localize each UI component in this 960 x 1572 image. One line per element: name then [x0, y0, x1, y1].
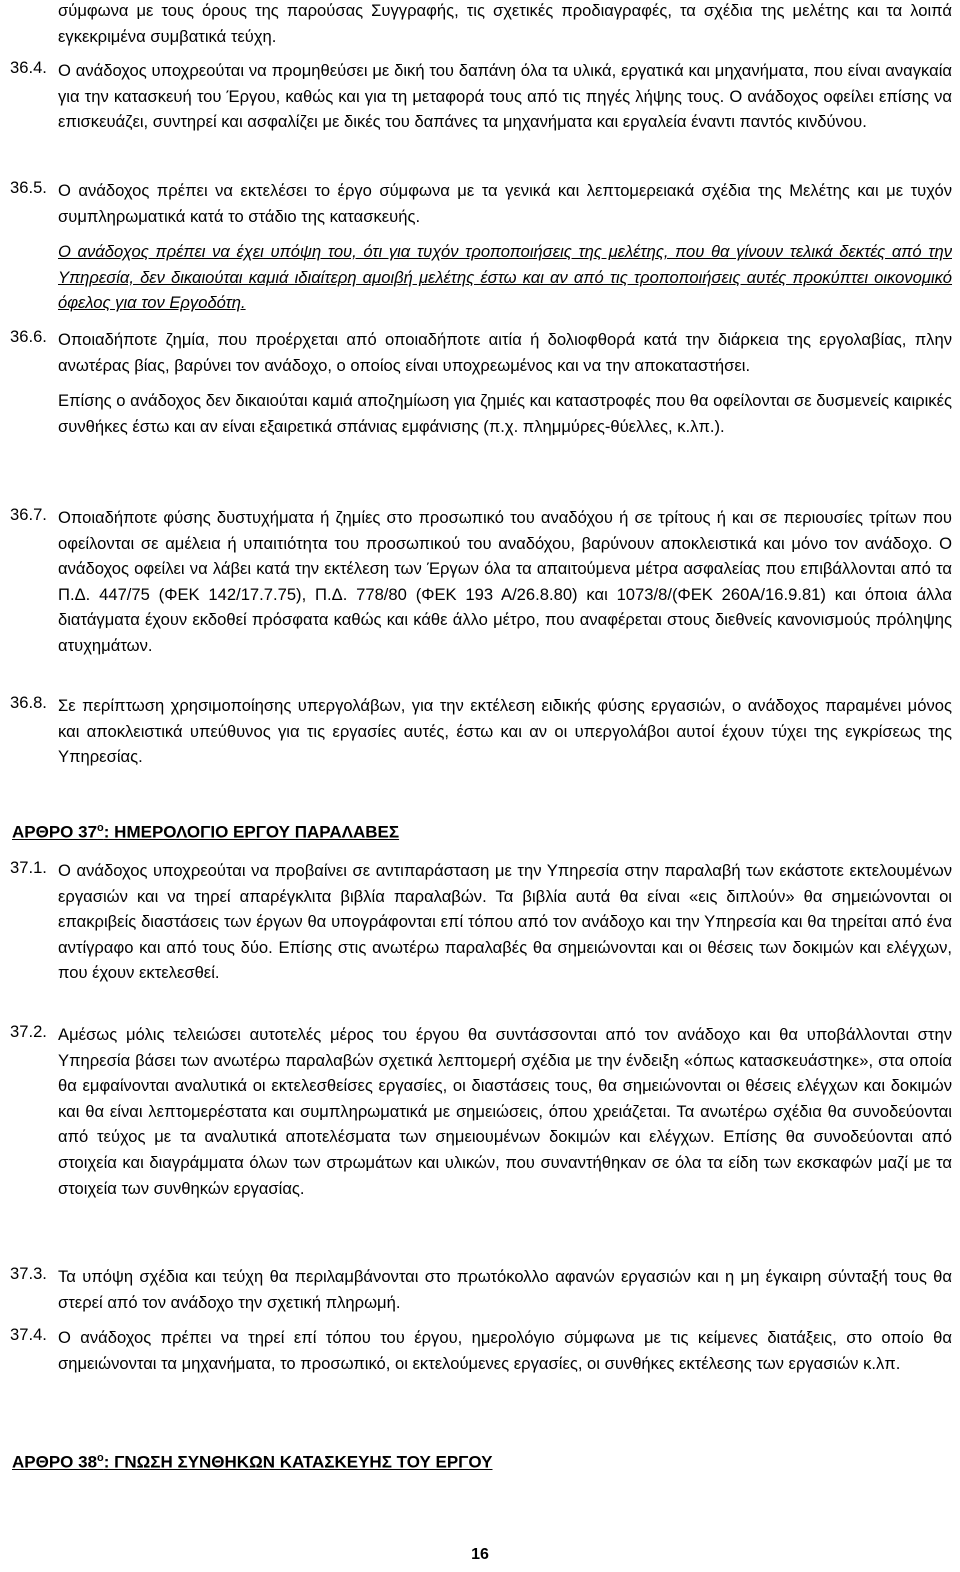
- clause-37-2: [10, 1022, 952, 1201]
- clause-number: 37.3.: [10, 1264, 47, 1283]
- clause-number: 36.4.: [10, 58, 47, 77]
- clause-37-3: [10, 1264, 952, 1315]
- article-37-prefix: ΑΡΘΡΟ 37: [12, 822, 98, 842]
- continuation-paragraph: σύμφωνα με τους όρους της παρούσας Συγγραφής, τις σχετικές προδιαγραφές, τα σχέδια της μελέτης και τα λοιπά εγκεκριμένα συμβατικά τεύχη.: [58, 1, 952, 46]
- clause-number: 37.4.: [10, 1325, 47, 1344]
- clause-number: 36.8.: [10, 693, 47, 712]
- article-37-heading: [12, 822, 399, 843]
- article-37-sup: ο: [97, 822, 104, 834]
- article-38-sup: ο: [97, 1452, 104, 1464]
- clause-text: Ο ανάδοχος υποχρεούται να προβαίνει σε αντιπαράσταση με την Υπηρεσία στην παραλαβή των εκάστοτε εκτελουμένων εργασιών και να τηρεί απαρέγκλιτα βιβλία παραλαβών. Τα βιβλία αυτά θα είναι «εις διπλούν» θα σημειώνονται οι επακριβείς διαστάσεις των έργων θα υπογράφονται επί τόπου από τον ανάδοχο και την Υπηρεσία και θα τηρείται από ένα αντίγραφο και από τους δύο. Επίσης στις ανωτέρω παραλαβές θα σημειώνονται και οι θέσεις των δοκιμών και ελέγχων, που έχουν εκτελεσθεί.: [58, 861, 952, 983]
- page-number: 16: [471, 1546, 489, 1563]
- clause-number: 36.6.: [10, 327, 47, 346]
- article-38-heading: [12, 1452, 493, 1473]
- clause-number: 37.2.: [10, 1022, 47, 1041]
- article-37-title: : ΗΜΕΡΟΛΟΓΙΟ ΕΡΓΟΥ ΠΑΡΑΛΑΒΕΣ: [103, 822, 400, 842]
- clause-text: Αμέσως μόλις τελειώσει αυτοτελές μέρος του έργου θα συντάσσονται από τον ανάδοχο και θα υποβάλλονται στην Υπηρεσία βάσει των ανωτέρω παραλαβών σχετικά λεπτομερή σχέδια με την ένδειξη «όπως κατασκευάστηκε», στα οποία θα εμφαίνονται αναλυτικά οι εκτελεσθείσες εργασίες, οι διαστάσεις τους, θα σημειώνονται οι θέσεις ελέγχων και δοκιμών και θα είναι λεπτομερέστατα και συμπληρωματικά με σημειώσεις, όπου χρειάζεται. Τα ανωτέρω σχέδια θα συνοδεύονται από τεύχος με τα αναλυτικά αποτελέσματα των σημειουμένων δοκιμών και ελέγχων. Επίσης θα συνοδεύονται από στοιχεία και διαγράμματα όλων των στρωμάτων και υλικών, που συναντήθηκαν σε όλα τα είδη των εκσκαφών μαζί με τα στοιχεία των συνθηκών εργασίας.: [58, 1025, 952, 1198]
- clause-text: Ο ανάδοχος πρέπει να εκτελέσει το έργο σύμφωνα με τα γενικά και λεπτομερειακά σχέδια της Μελέτης και με τυχόν συμπληρωματικά κατά το στάδιο της κατασκευής.: [58, 181, 952, 226]
- clause-36-8: [10, 693, 952, 770]
- article-38-prefix: ΑΡΘΡΟ 38: [12, 1452, 98, 1472]
- clause-text: Ο ανάδοχος πρέπει να τηρεί επί τόπου του έργου, ημερολόγιο σύμφωνα με τις κείμενες διατάξεις, στο οποίο θα σημειώνονται τα μηχανήματα, το προσωπικό, οι εκτελούμενες εργασίες, οι συνθήκες εκτέλεσης των εργασιών κ.λπ.: [58, 1328, 952, 1373]
- clause-text: Οποιαδήποτε ζημία, που προέρχεται από οποιαδήποτε αιτία ή δολιοφθορά κατά την διάρκεια της εργολαβίας, πλην ανωτέρας βίας, βαρύνει τον ανάδοχο, ο οποίος είναι υποχρεωμένος και να την αποκαταστήσει.: [58, 330, 952, 375]
- clause-text: Σε περίπτωση χρησιμοποίησης υπεργολάβων, για την εκτέλεση ειδικής φύσης εργασιών, ο ανάδοχος παραμένει μόνος και αποκλειστικά υπεύθυνος για τις εργασίες αυτές, έστω και αν οι υπεργολάβοι αυτοί έχουν τύχει της εγκρίσεως της Υπηρεσίας.: [58, 696, 952, 767]
- clause-text: Οποιαδήποτε φύσης δυστυχήματα ή ζημίες στο προσωπικό του αναδόχου ή σε τρίτους ή και σε περιουσίες τρίτων που οφείλονται σε αμέλεια ή υπαιτιότητα του προσωπικού του αναδόχου, βαρύνουν αποκλειστικά και μόνο τον ανάδοχο. Ο ανάδοχος οφείλει να λάβει κατά την εκτέλεση των Έργων όλα τα απαιτούμενα μέτρα ασφαλείας που επιβάλλονται από τα Π.Δ. 447/75 (ΦΕΚ 142/17.7.75), Π.Δ. 778/80 (ΦΕΚ 193 Α/26.8.80) και 1073/8/(ΦΕΚ 260Α/16.9.81) και όποια άλλα διατάγματα έχουν εκδοθεί πρόσφατα καθώς και κάθε άλλο μέτρο, που αναφέρεται στους διεθνείς κανονισμούς πρόληψης ατυχημάτων.: [58, 508, 952, 655]
- clause-number: 36.5.: [10, 178, 47, 197]
- clause-text: Ο ανάδοχος υποχρεούται να προμηθεύσει με δική του δαπάνη όλα τα υλικά, εργατικά και μηχανήματα, που είναι αναγκαία για την κατασκευή του Έργου, καθώς και για τη μεταφορά τους από τις πηγές λήψης τους. Ο ανάδοχος οφείλει επίσης να επισκευάζει, συντηρεί και ασφαλίζει με δικές του δαπάνες τα μηχανήματα και εργαλεία έναντι παντός κινδύνου.: [58, 61, 952, 132]
- clause-number: 36.7.: [10, 505, 47, 524]
- clause-36-7: [10, 505, 952, 659]
- clause-36-4: [10, 58, 952, 135]
- clause-36-6: [10, 327, 952, 439]
- article-38-title: : ΓΝΩΣΗ ΣΥΝΘΗΚΩΝ ΚΑΤΑΣΚΕΥΗΣ ΤΟΥ ΕΡΓΟΥ: [103, 1452, 493, 1472]
- clause-text: Τα υπόψη σχέδια και τεύχη θα περιλαμβάνονται στο πρωτόκολλο αφανών εργασιών και η μη έγκαιρη σύνταξή τους θα στερεί από τον ανάδοχο την σχετική πληρωμή.: [58, 1267, 952, 1312]
- clause-number: 37.1.: [10, 858, 47, 877]
- clause-text-2: Επίσης ο ανάδοχος δεν δικαιούται καμιά αποζημίωση για ζημιές και καταστροφές που θα οφείλονται σε δυσμενείς καιρικές συνθήκες έστω και αν είναι εξαιρετικά σπάνιας εμφάνισης (π.χ. πλημμύρες-θύελλες, κ.λπ.).: [58, 391, 952, 436]
- clause-37-4: [10, 1325, 952, 1376]
- clause-emphasis: Ο ανάδοχος πρέπει να έχει υπόψη του, ότι για τυχόν τροποποιήσεις της μελέτης, που θα γίνουν τελικά δεκτές από την Υπηρεσία, δεν δικαιούται καμιά ιδιαίτερη αμοιβή μελέτης έστω και αν από τις τροποποιήσεις αυτές προκύπτει οικονομικό όφελος για τον Εργοδότη.: [58, 242, 952, 313]
- clause-37-1: [10, 858, 952, 986]
- clause-36-5: [10, 178, 952, 316]
